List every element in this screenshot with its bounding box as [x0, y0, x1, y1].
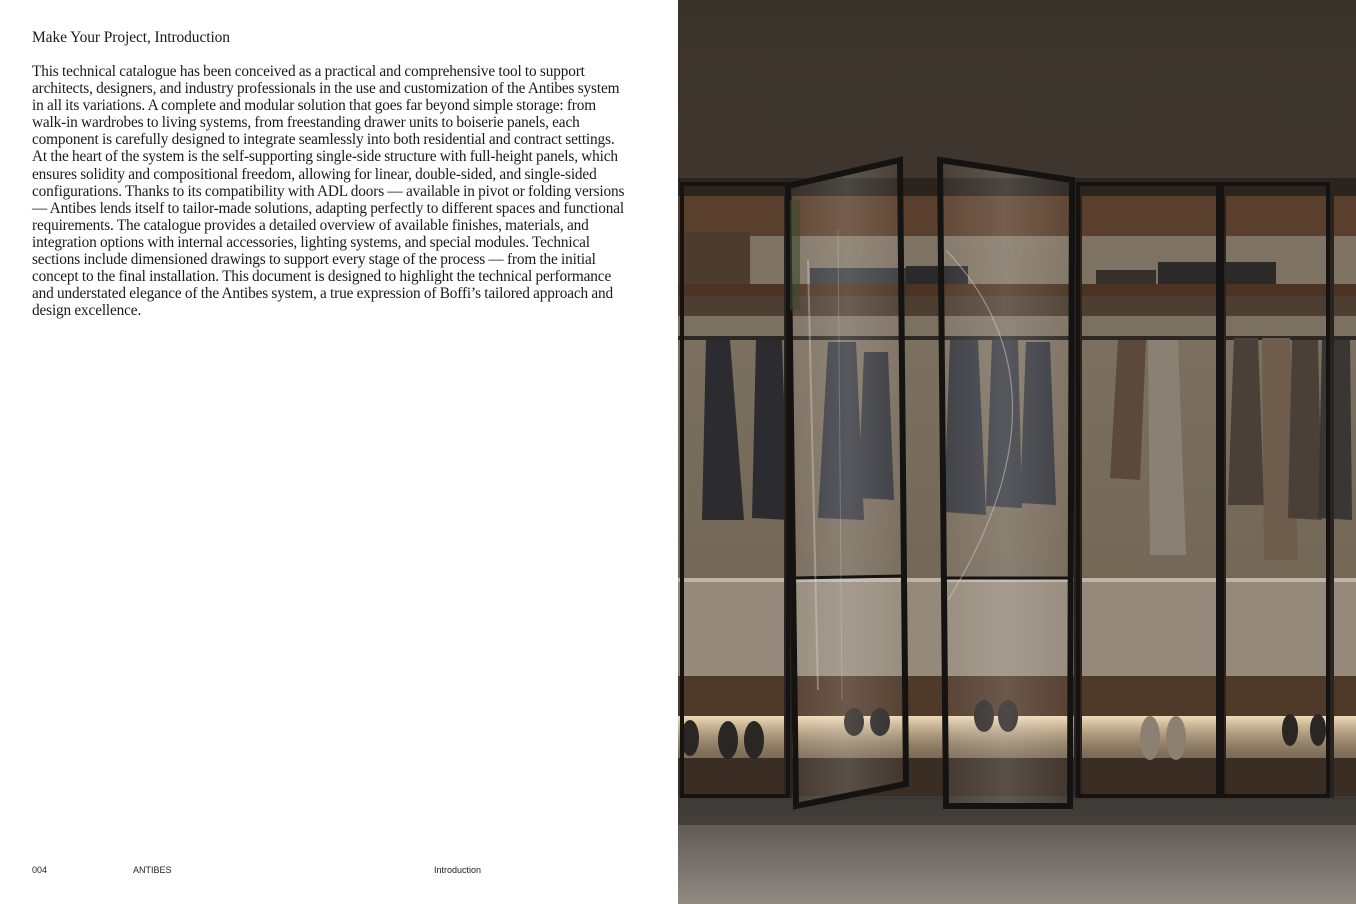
- footer-brand: ANTIBES: [133, 865, 172, 875]
- introduction-text: This technical catalogue has been conceived as a practical and comprehensive tool to support architects, designers, and industry professionals in the use and customization of the Antibes system in all its variations. A complete and modular solution that goes far beyond simple storage: from walk-in wardrobes to living systems, from freestanding drawer units to boiserie panels, each component is carefully designed to integrate seamlessly into both residential and contract settings. At the heart of the system is the self-supporting single-side structure with full-height panels, which ensures solidity and compositional freedom, allowing for linear, double-sided, and single-sided configurations. Thanks to its compatibility with ADL doors — available in pivot or folding versions — Antibes lends itself to tailor-made solutions, adapting perfectly to different spaces and functional requirements. The catalogue provides a detailed overview of available finishes, materials, and integration options with internal accessories, lighting systems, and special modules. Technical sections include dimensioned drawings to support every stage of the process — from the initial concept to the final installation. This document is designed to highlight the technical performance and understated elegance of the Antibes system, a true expression of Boffi’s tailored approach and design excellence.: [32, 63, 625, 320]
- page-number: 004: [32, 865, 48, 875]
- section-title: Make Your Project, Introduction: [32, 29, 230, 46]
- wardrobe-photo: [678, 0, 1356, 904]
- footer-section: Introduction: [434, 865, 482, 875]
